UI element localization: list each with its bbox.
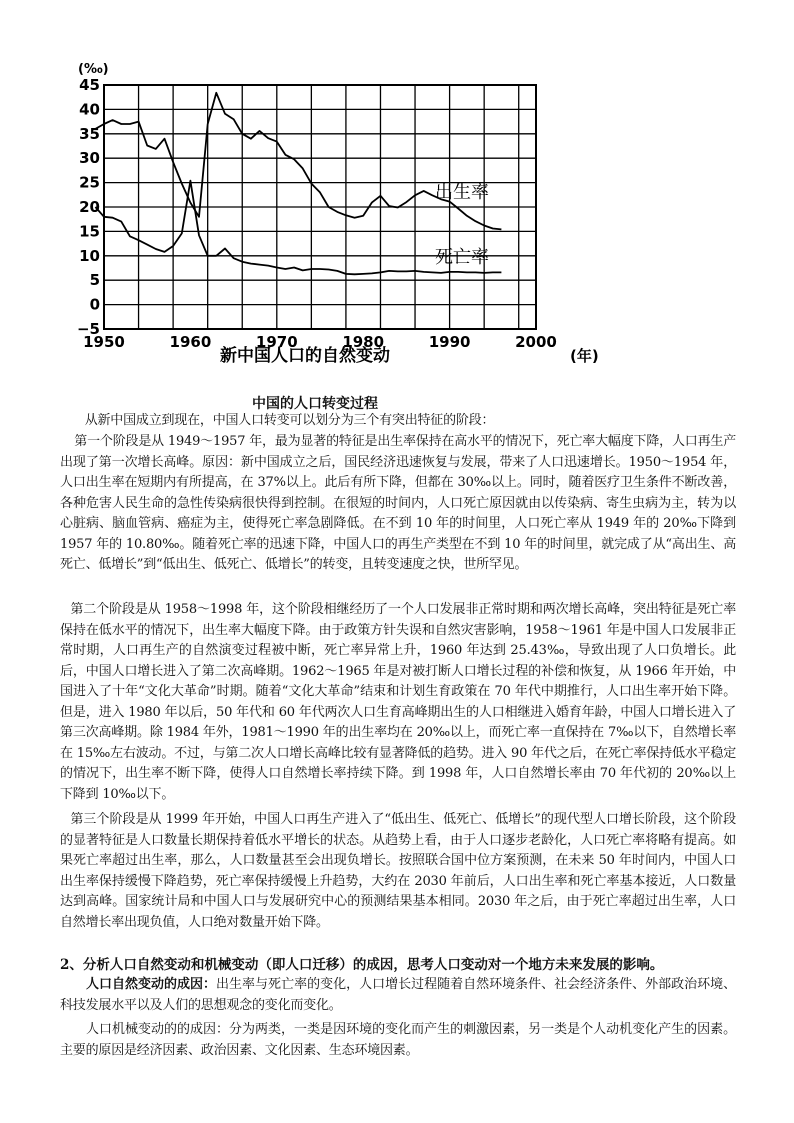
y-tick-label: 45	[79, 76, 100, 94]
natural-change-label: 人口自然变动的成因：	[86, 977, 217, 992]
y-axis-unit: (‰)	[78, 62, 109, 77]
paragraph-natural-change	[60, 975, 736, 1016]
paragraph-stage-1: 第一个阶段是从 1949～1957 年，最为显著的特征是出生率保持在高水平的情况下，死亡率大幅度下降，人口再生产出现了第一次增长高峰。原因：新中国成立之后，国民经济迅速恢复与发展，带来了人口迅速增长。1950～1954 年，人口出生率在短期内有所提高，在 37%以上。此后有所下降，但都在 30‰以上。同时，随着医疗卫生条件不断改善，各种危害人民生命的急性传染病很快得到控制。在很短的时间内，人口死亡原因就由以传染病、寄生虫病为主，转为以心脏病、脑血管病、癌症为主，使得死亡率急剧降低。在不到 10 年的时间里，人口死亡率从 1949 年的 20‰下降到 1957 年的 10.80‰。随着死亡率的迅速下降，中国人口的再生产类型在不到 10 年的时间里，就完成了从“高出生、高死亡、低增长”到“低出生、低死亡、低增长”的转变，且转变速度之快，世所罕见。	[60, 434, 736, 572]
section-heading-2: 2、分析人口自然变动和机械变动（即人口迁移）的成因，思考人口变动对一个地方未来发展的影响。	[60, 957, 664, 973]
chart-grid	[104, 85, 536, 329]
chart-title: 新中国人口的自然变动	[220, 346, 390, 366]
series-label-birth: 出生率	[435, 182, 489, 203]
y-tick-label: 30	[79, 149, 100, 168]
paragraph-migration: 人口机械变动的的成因：分为两类，一类是因环境的变化而产生的刺激因素，另一类是个人动机变化产生的因素。主要的原因是经济因素、政治因素、文化因素、生态环境因素。	[60, 1022, 736, 1058]
y-tick-label: 5	[89, 271, 100, 290]
x-tick-label: 1990	[428, 333, 471, 351]
x-tick-label: 1960	[169, 333, 212, 351]
x-tick-label: 1970	[255, 333, 298, 351]
natural-change-text: 出生率与死亡率的变化，人口增长过程随着自然环境条件、社会经济条件、外部政治环境、科技发展水平以及人们的思想观念的变化而变化。	[60, 977, 736, 1013]
chart-caption: 中国的人口转变过程	[252, 396, 378, 412]
paragraph-stage-2: 第二个阶段是从 1958～1998 年，这个阶段相继经历了一个人口发展非正常时期和两次增长高峰，突出特征是死亡率保持在低水平的情况下，出生率大幅度下降。由于政策方针失误和自然灾害影响，1958～1961 年是中国人口发展非正常时期，人口再生产的自然演变过程被中断，死亡率异常上升，1960 年达到 25.43‰，导致出现了人口负增长。此后，中国人口增长进入了第二次高峰期。1962～1965 年是对被打断人口增长过程的补偿和恢复，从 1966 年开始，中国进入了十年“文化大革命”时期。随着“文化大革命”结束和计划生育政策在 70 年代中期推行，人口出生率开始下降。但是，进入 1980 年以后，50 年代和 60 年代两次人口生育高峰期出生的人口相继进入婚育年龄，中国人口增长进入了第三次高峰期。除 1984 年外，1981～1990 年的出生率均在 20‰以上，而死亡率一直保持在 7‰以下，自然增长率在 15‰左右波动。不过，与第二次人口增长高峰比较有显著降低的趋势。进入 90 年代之后，在死亡率保持低水平稳定的情况下，出生率不断下降，使得人口自然增长率持续下降。到 1998 年，人口自然增长率由 70 年代初的 20‰以上下降到 10‰以下。	[60, 602, 736, 802]
y-tick-label: 0	[89, 295, 100, 314]
population-chart	[60, 55, 620, 395]
chart-ticks	[77, 76, 557, 351]
x-axis-unit: (年)	[570, 347, 599, 365]
y-tick-label: 20	[79, 198, 100, 216]
y-tick-label: 25	[79, 173, 100, 192]
series-line-birth-rate	[95, 93, 501, 230]
y-tick-label: 10	[79, 246, 100, 265]
series-label-death: 死亡率	[435, 247, 489, 268]
x-tick-label: 1980	[342, 333, 385, 351]
y-tick-label: 35	[79, 124, 100, 143]
x-tick-label: 2000	[515, 333, 557, 351]
x-tick-label: 1950	[83, 333, 125, 351]
y-tick-label: 40	[79, 100, 100, 119]
y-tick-label: −5	[76, 320, 100, 338]
paragraph-intro: 从新中国成立到现在，中国人口转变可以划分为三个有突出特征的阶段：	[84, 413, 495, 428]
y-tick-label: 15	[79, 222, 100, 241]
paragraph-stage-3: 第三个阶段是从 1999 年开始，中国人口再生产进入了“低出生、低死亡、低增长”的现代型人口增长阶段，这个阶段的显著特征是人口数量长期保持着低水平增长的状态。从趋势上看，由于人口逐步老龄化，人口死亡率将略有提高。如果死亡率超过出生率，那么，人口数量甚至会出现负增长。按照联合国中位方案预测，在未来 50 年时间内，中国人口出生率保持缓慢下降趋势，死亡率保持缓慢上升趋势，大约在 2030 年前后，人口出生率和死亡率基本接近，人口数量达到高峰。国家统计局和中国人口与发展研究中心的预测结果基本相同。2030 年之后，由于死亡率超过出生率，人口自然增长率出现负值，人口绝对数量开始下降。	[60, 812, 736, 930]
